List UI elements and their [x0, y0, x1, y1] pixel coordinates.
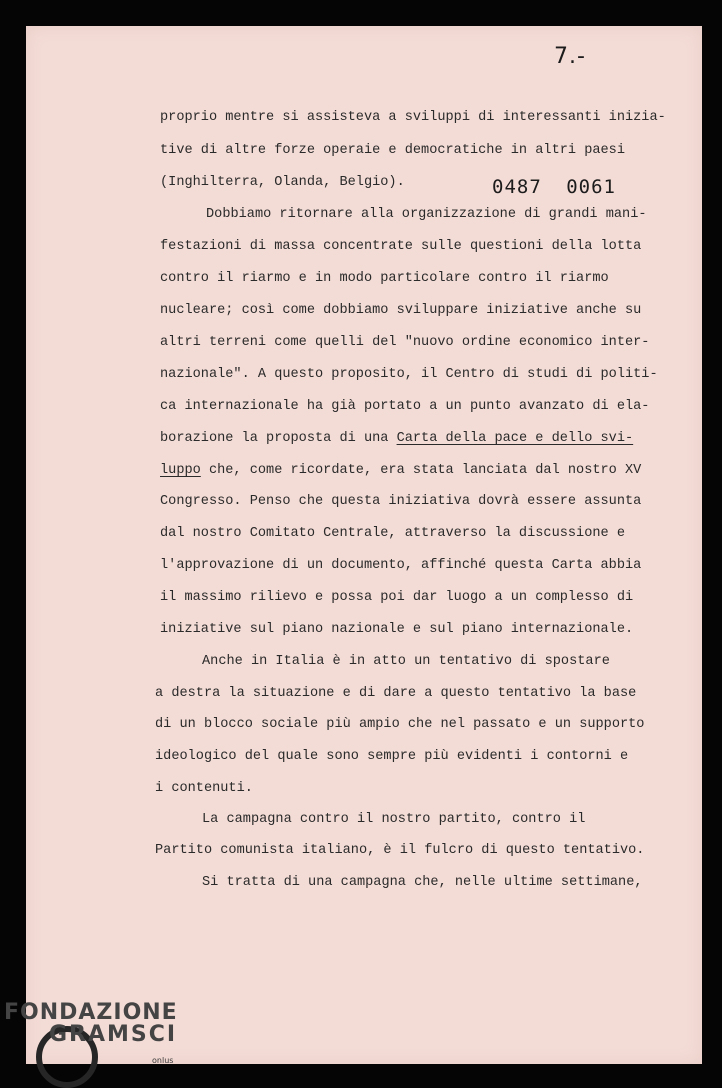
- text-line: Partito comunista italiano, è il fulcro di questo tentativo.: [155, 843, 645, 858]
- text-line: altri terreni come quelli del "nuovo ordine economico inter-: [160, 335, 650, 350]
- page-number: 7.-: [554, 44, 586, 69]
- text-line: tive di altre forze operaie e democratiche in altri paesi: [160, 143, 625, 158]
- watermark-line2: GRAMSCI: [49, 1022, 178, 1047]
- text-line: [160, 463, 641, 479]
- text-line: ca internazionale ha già portato a un punto avanzato di ela-: [160, 399, 650, 414]
- text-line: Si tratta di una campagna che, nelle ultime settimane,: [202, 875, 643, 890]
- watermark-line1: FONDAZIONE: [4, 1000, 178, 1025]
- text-line: proprio mentre si assisteva a sviluppi di interessanti inizia-: [160, 110, 666, 125]
- archive-code: 0487 0061: [492, 176, 616, 198]
- fondazione-gramsci-watermark: [4, 1000, 204, 1078]
- text-line: i contenuti.: [155, 781, 253, 796]
- text-line: di un blocco sociale più ampio che nel passato e un supporto: [155, 717, 645, 732]
- text-line: [160, 431, 633, 447]
- watermark-small: onlus: [152, 1056, 174, 1065]
- text-line: nucleare; così come dobbiamo sviluppare iniziative anche su: [160, 303, 642, 318]
- text-line: (Inghilterra, Olanda, Belgio).: [160, 175, 405, 190]
- text-line: dal nostro Comitato Centrale, attraverso la discussione e: [160, 526, 625, 541]
- text-line: iniziative sul piano nazionale e sul piano internazionale.: [160, 622, 634, 637]
- underlined-title: Carta della pace e dello svi-: [396, 431, 634, 446]
- text-line: Congresso. Penso che questa iniziativa dovrà essere assunta: [160, 494, 642, 509]
- text-line: La campagna contro il nostro partito, contro il: [202, 812, 586, 827]
- underlined-title: luppo: [160, 463, 201, 478]
- text-line: contro il riarmo e in modo particolare contro il riarmo: [160, 271, 609, 286]
- text-line: Anche in Italia è in atto un tentativo di spostare: [202, 654, 610, 669]
- text-segment: borazione la proposta di una: [160, 431, 397, 446]
- text-line: a destra la situazione e di dare a questo tentativo la base: [155, 686, 637, 701]
- text-line: nazionale". A questo proposito, il Centro di studi di politi-: [160, 367, 658, 382]
- text-line: il massimo rilievo e possa poi dar luogo a un complesso di: [160, 590, 634, 605]
- text-line: l'approvazione di un documento, affinché questa Carta abbia: [160, 558, 642, 573]
- text-segment: che, come ricordate, era stata lanciata dal nostro XV: [200, 463, 642, 478]
- text-line: ideologico del quale sono sempre più evidenti i contorni e: [155, 749, 629, 764]
- text-line: Dobbiamo ritornare alla organizzazione di grandi mani-: [206, 207, 647, 222]
- text-line: festazioni di massa concentrate sulle questioni della lotta: [160, 239, 642, 254]
